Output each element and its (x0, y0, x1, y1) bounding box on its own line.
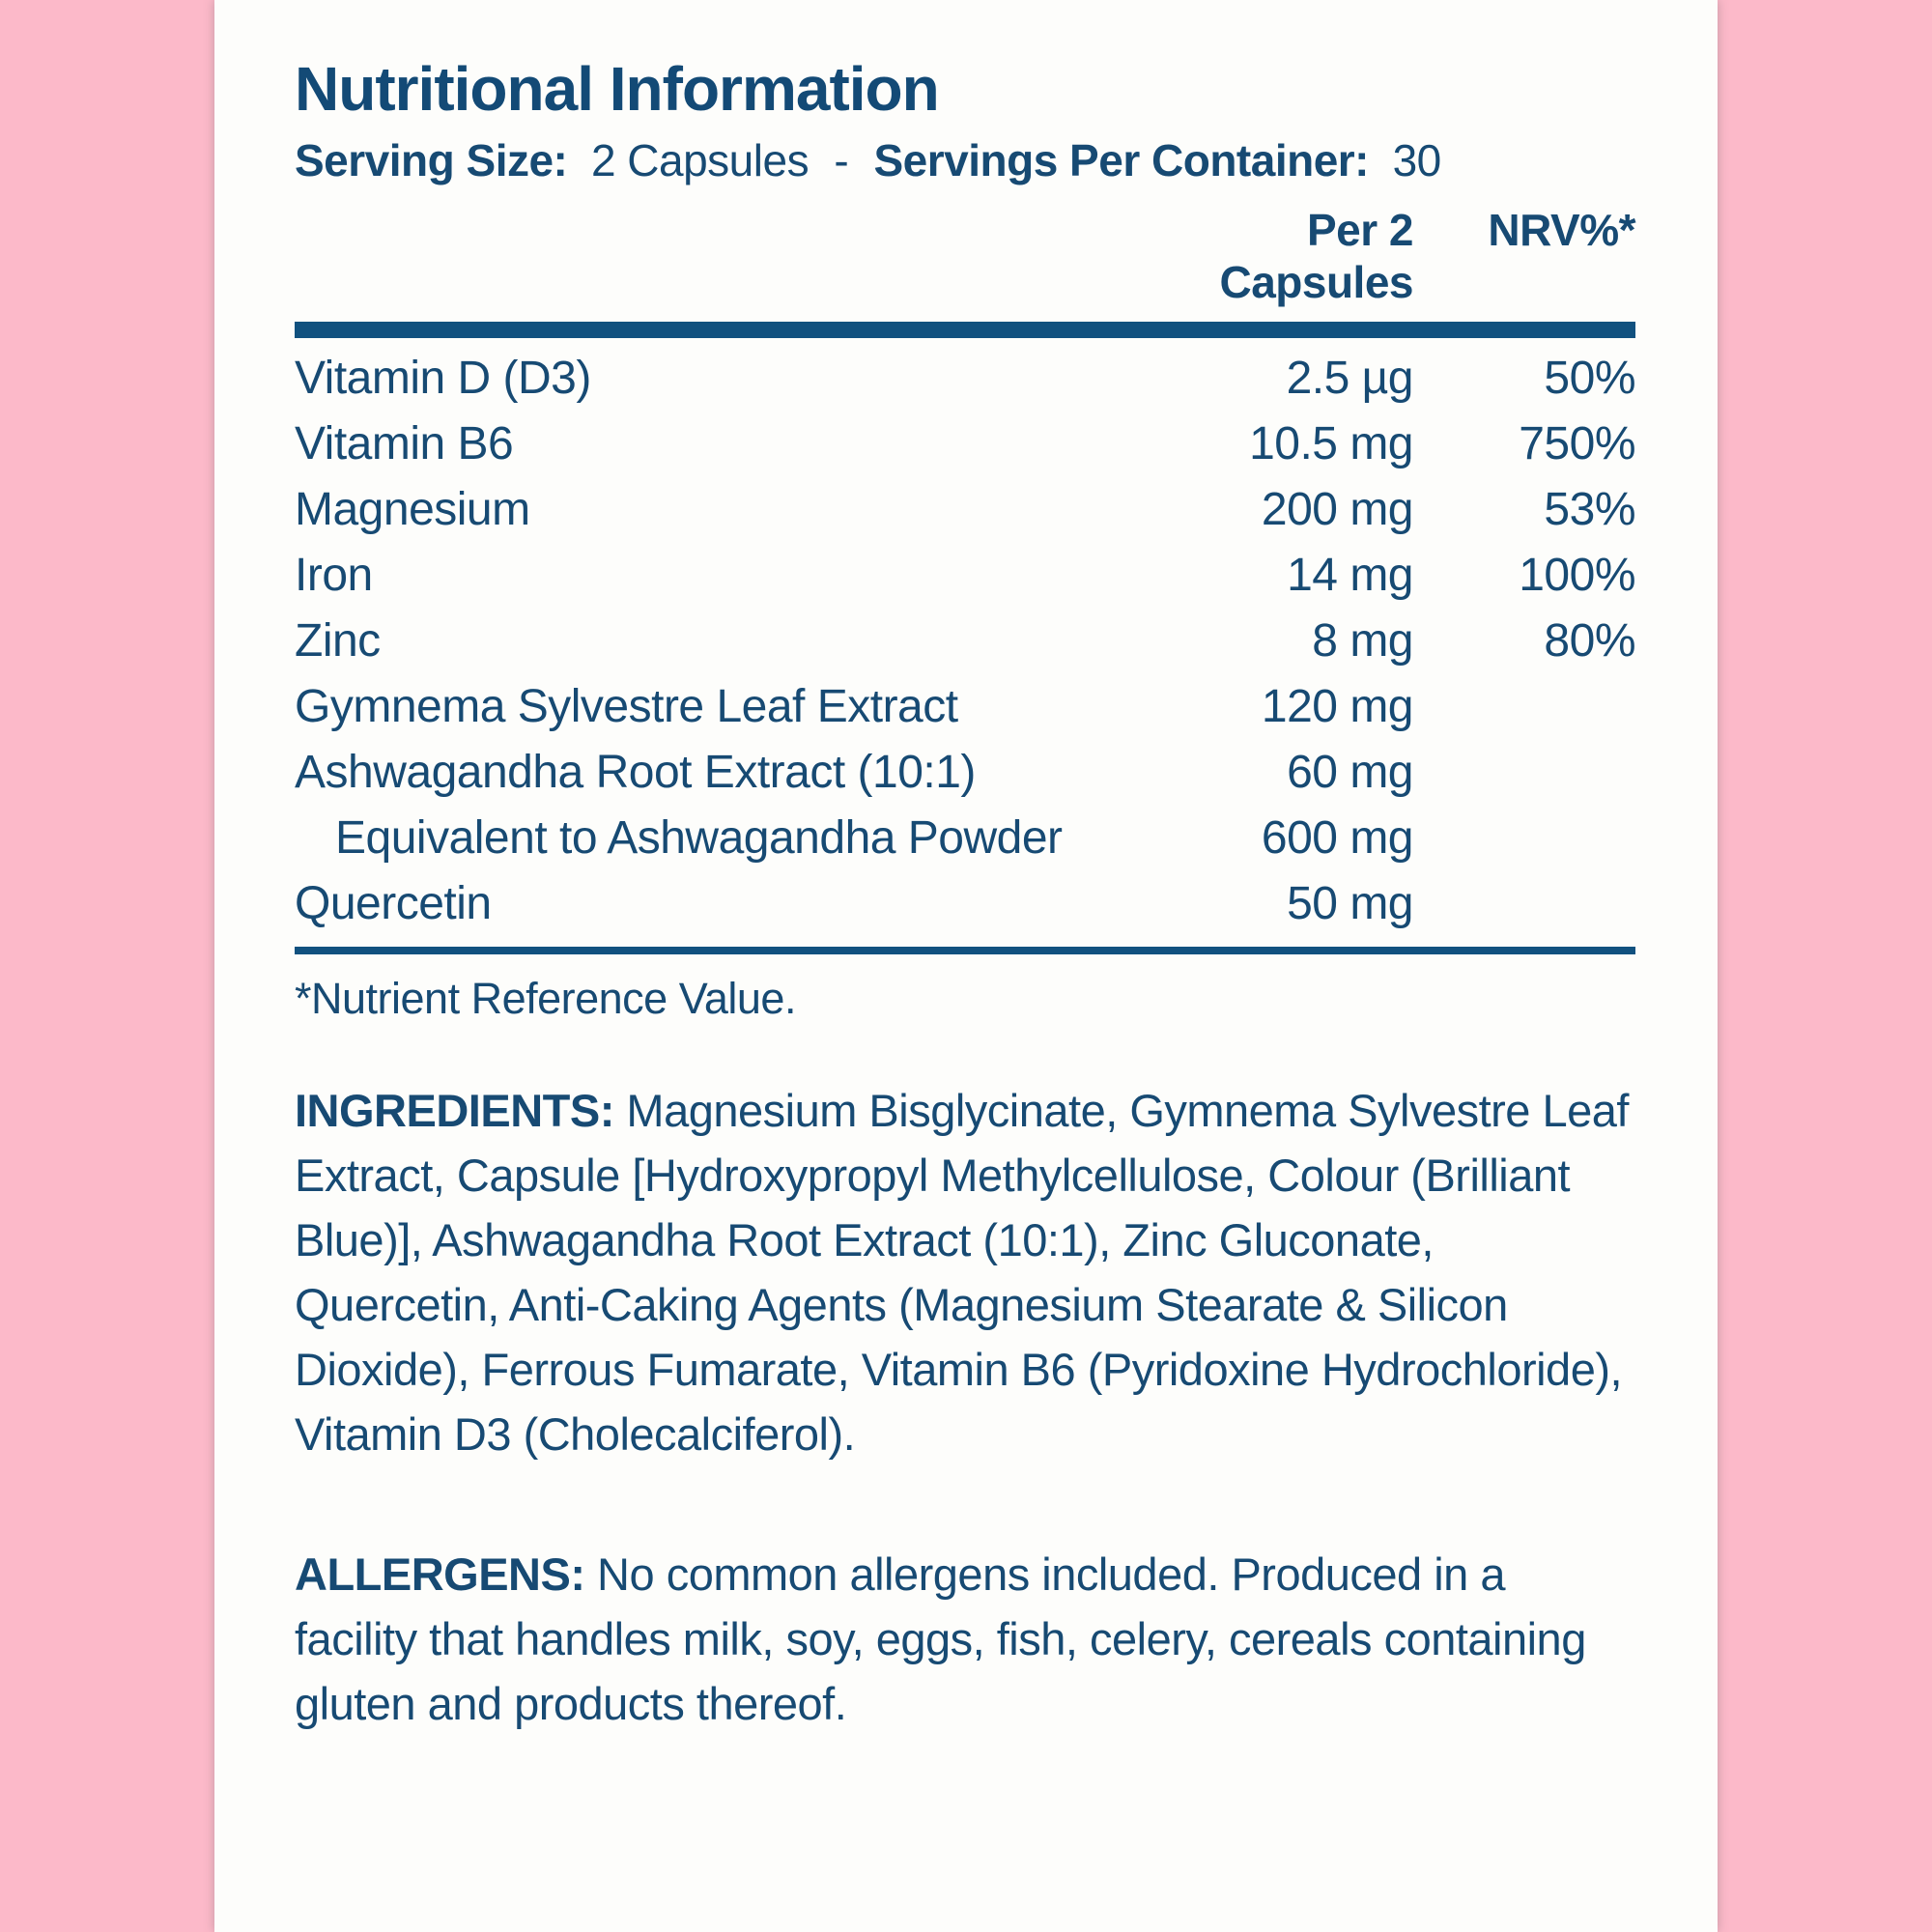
serving-separator: - (834, 135, 849, 185)
nutrition-label-panel (214, 0, 1718, 1932)
ingredients-text: Magnesium Bisglycinate, Gymnema Sylvestre Leaf Extract, Capsule [Hydroxypropyl Methylcellulose, Colour (Brilliant Blue)], Ashwagandha Root Extract (10:1), Zinc Gluconate, Quercetin, Anti-Caking Agents (Magnesium Stearate & Silicon Dioxide), Ferrous Fumarate, Vitamin B6 (Pyridoxine Hydrochloride), Vitamin D3 (Cholecalciferol). (295, 1085, 1629, 1460)
table-row (295, 543, 1635, 609)
nutrient-name: Iron (295, 550, 373, 601)
nutrient-name: Zinc (295, 615, 381, 667)
page-title: Nutritional Information (295, 54, 939, 124)
nutrient-name: Magnesium (295, 484, 530, 535)
table-row (295, 477, 1635, 543)
nutrient-amount: 120 mg (1261, 681, 1413, 732)
nutrient-amount: 600 mg (1261, 812, 1413, 864)
column-header-amount: Per 2 Capsules (1219, 205, 1413, 307)
serving-size-value: 2 Capsules (590, 135, 810, 185)
serving-info-line (295, 134, 1635, 186)
allergens-paragraph (295, 1542, 1635, 1736)
nutrient-amount: 2.5 µg (1286, 353, 1413, 404)
allergens-text: No common allergens included. Produced in a facility that handles milk, soy, eggs, fish, celery, cereals containing gluten and products thereof. (295, 1548, 1586, 1729)
ingredients-paragraph (295, 1078, 1635, 1466)
nutrient-amount: 200 mg (1261, 484, 1413, 535)
ingredients-label: INGREDIENTS: (295, 1085, 614, 1136)
table-row (295, 346, 1635, 412)
nutrient-name: Quercetin (295, 878, 492, 929)
nutrition-table (295, 204, 1635, 1024)
table-row (295, 609, 1635, 674)
servings-per-container-label: Servings Per Container: (873, 135, 1370, 185)
nutrient-name: Vitamin B6 (295, 418, 514, 469)
nutrient-nrv: 53% (1544, 484, 1635, 535)
nutrient-name: Vitamin D (D3) (295, 353, 591, 404)
nutrient-amount: 8 mg (1312, 615, 1413, 667)
nutrient-nrv: 80% (1544, 615, 1635, 667)
table-row (295, 740, 1635, 806)
left-pink-band (0, 0, 214, 1932)
table-bottom-rule (295, 947, 1635, 954)
table-row (295, 412, 1635, 477)
nutrient-nrv: 50% (1544, 353, 1635, 404)
table-row-sub (295, 806, 1635, 871)
nutrient-amount: 14 mg (1287, 550, 1413, 601)
nutrient-nrv: 750% (1519, 418, 1635, 469)
serving-size-label: Serving Size: (295, 135, 568, 185)
nutrient-name: Ashwagandha Root Extract (10:1) (295, 747, 976, 798)
nrv-footnote: *Nutrient Reference Value. (295, 974, 796, 1023)
nutrient-name: Equivalent to Ashwagandha Powder (335, 812, 1063, 864)
nutrient-amount: 60 mg (1287, 747, 1413, 798)
table-row (295, 871, 1635, 937)
nutrient-amount: 50 mg (1287, 878, 1413, 929)
allergens-label: ALLERGENS: (295, 1548, 585, 1600)
nutrient-amount: 10.5 mg (1249, 418, 1413, 469)
table-body (295, 346, 1635, 937)
servings-per-container-value: 30 (1392, 135, 1441, 185)
table-row (295, 674, 1635, 740)
table-header-row (295, 204, 1635, 308)
table-top-rule (295, 322, 1635, 338)
column-header-nrv: NRV%* (1488, 205, 1635, 255)
nutrient-name: Gymnema Sylvestre Leaf Extract (295, 681, 958, 732)
right-pink-band (1718, 0, 1932, 1932)
nutrient-nrv: 100% (1519, 550, 1635, 601)
